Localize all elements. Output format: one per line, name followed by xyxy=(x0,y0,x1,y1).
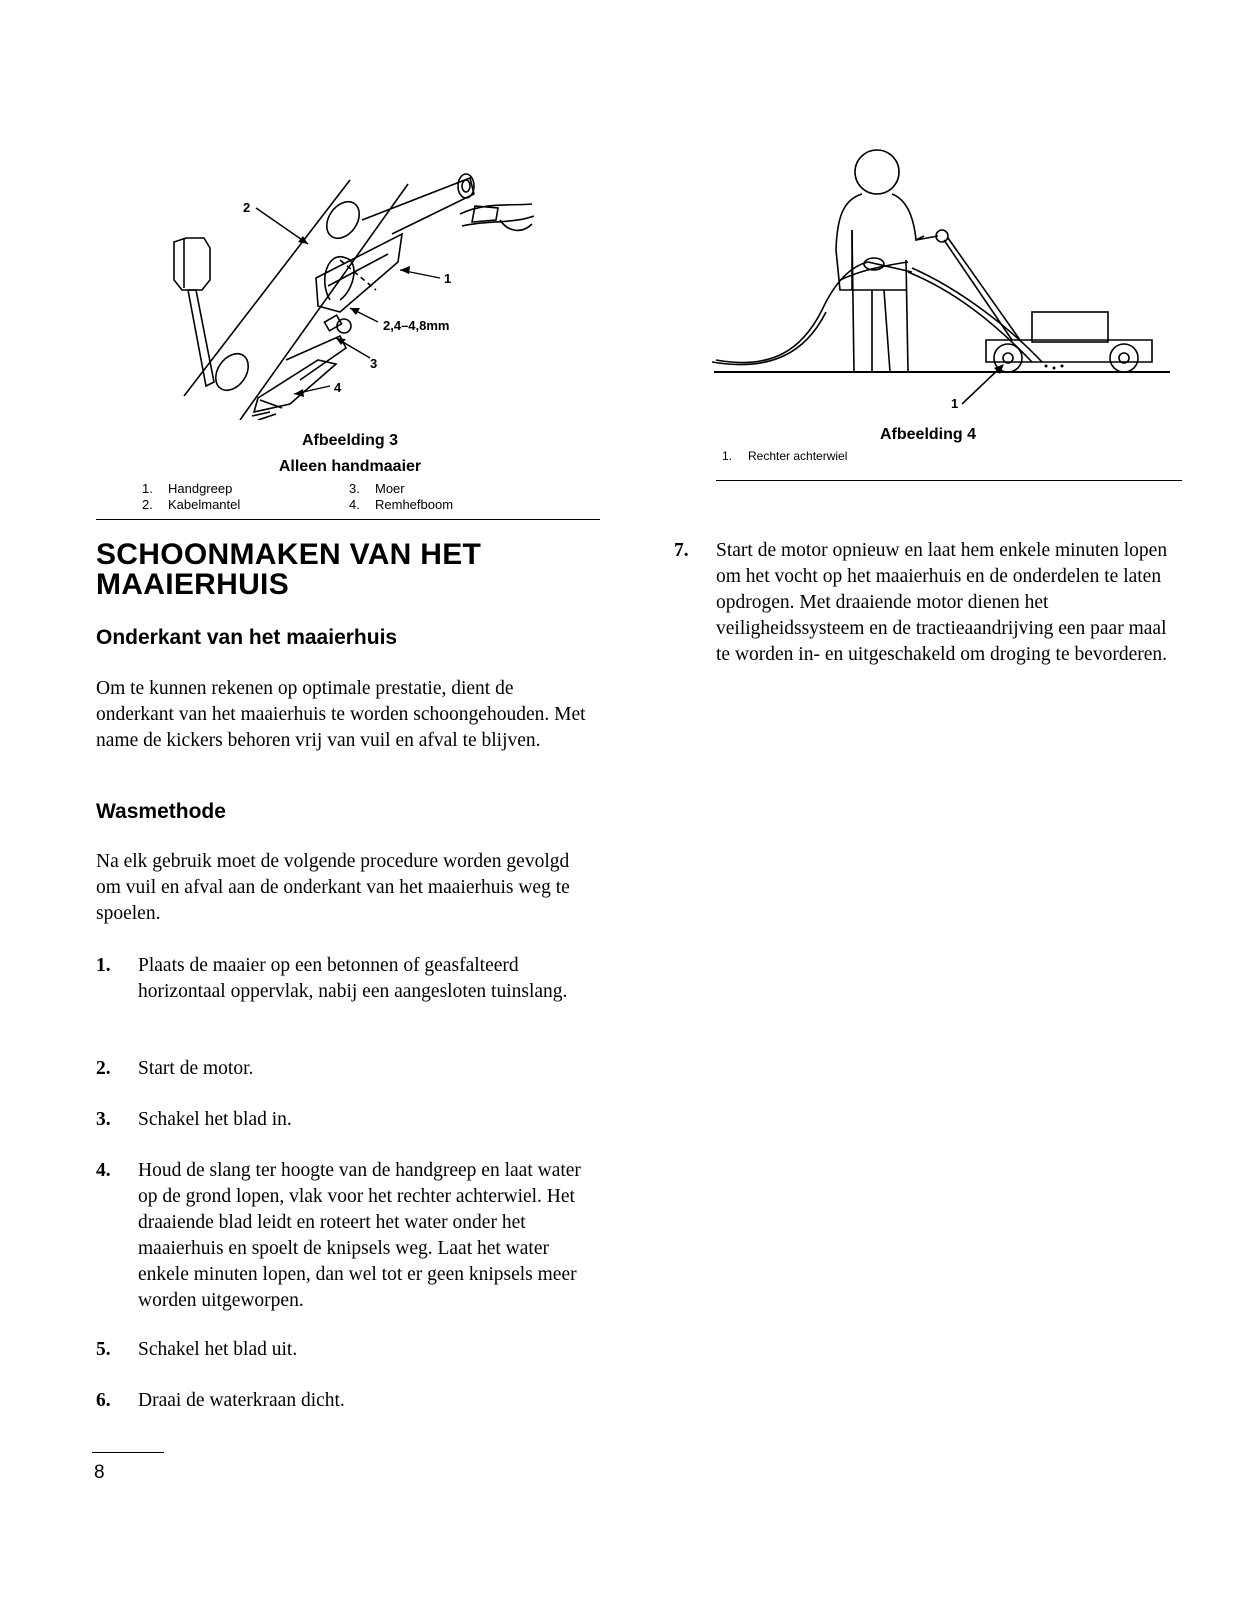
legend-number: 3. xyxy=(349,481,360,496)
list-item xyxy=(674,538,1184,694)
list-item xyxy=(96,1337,594,1363)
list-item xyxy=(96,1158,594,1314)
figure-3-legend-item xyxy=(142,481,232,497)
list-item xyxy=(96,953,594,1031)
figure-4-title: Afbeelding 4 xyxy=(879,426,976,443)
legend-number: 2. xyxy=(142,497,153,512)
section-heading: SCHOONMAKEN VAN HET MAAIERHUIS xyxy=(96,538,482,601)
step-number: 4. xyxy=(96,1160,111,1181)
step-number: 1. xyxy=(96,955,111,976)
figure-3-divider xyxy=(96,519,600,520)
subheading-wash-method: Wasmethode xyxy=(96,800,226,823)
figure-3-callout-4: 4 xyxy=(334,380,342,395)
step-number: 3. xyxy=(96,1109,111,1130)
step-number: 2. xyxy=(96,1058,111,1079)
legend-label: Handgreep xyxy=(168,481,233,496)
figure-4-legend-item xyxy=(722,448,847,464)
figure-3-callout-1: 1 xyxy=(444,271,452,286)
figure-4-illustration xyxy=(712,140,1182,420)
paragraph-underside: Om te kunnen rekenen op optimale prestatie, dient de onderkant van het maaierhuis te worden schoongehouden. Met name de kickers behoren vrij van vuil en afval te blijven. xyxy=(96,678,586,751)
figure-3-callout-2: 2 xyxy=(243,200,251,215)
figure-3-legend-item xyxy=(142,497,240,513)
legend-number: 1. xyxy=(722,449,733,463)
step-number: 5. xyxy=(96,1339,111,1360)
step-text: Start de motor. xyxy=(138,1058,254,1079)
legend-label: Kabelmantel xyxy=(168,497,241,512)
step-text: Start de motor opnieuw en laat hem enkele minuten lopen om het vocht op het maaierhuis en de onderdelen te laten opdrogen. Met draaiende motor dienen het veiligheidssysteem en de tractieaandrijving een paar maal te worden in- en uitgeschakeld om droging te bevorderen. xyxy=(716,540,1168,665)
figure-3-callout-dimension: 2,4–4,8mm xyxy=(383,318,450,333)
figure-3-subtitle: Alleen handmaaier xyxy=(278,458,422,475)
step-number: 6. xyxy=(96,1390,111,1411)
paragraph-wash-method: Na elk gebruik moet de volgende procedure worden gevolgd om vuil en afval aan de onderkant van het maaierhuis weg te spoelen. xyxy=(96,851,570,924)
step-text: Houd de slang ter hoogte van de handgreep en laat water op de grond lopen, vlak voor het rechter achterwiel. Het draaiende blad leidt en roteert het water onder het maaierhuis en spoelt de knipsels weg. Laat het water enkele minuten lopen, dan wel tot er geen knipsels meer worden uitgeworpen. xyxy=(138,1160,581,1311)
page-number: 8 xyxy=(94,1462,105,1483)
list-item xyxy=(96,1107,594,1133)
figure-3-legend-item xyxy=(349,497,453,513)
step-number: 7. xyxy=(674,540,689,561)
step-text: Schakel het blad in. xyxy=(138,1109,292,1130)
legend-label: Moer xyxy=(375,481,405,496)
figure-3-legend-item xyxy=(349,481,405,497)
subheading-underside: Onderkant van het maaierhuis xyxy=(96,626,398,649)
list-item xyxy=(96,1388,594,1414)
step-text: Schakel het blad uit. xyxy=(138,1339,298,1360)
figure-4-divider xyxy=(716,480,1182,481)
figure-3-title: Afbeelding 3 xyxy=(301,432,398,449)
legend-number: 4. xyxy=(349,497,360,512)
figure-3-callout-3: 3 xyxy=(370,356,378,371)
legend-label: Remhefboom xyxy=(375,497,454,512)
legend-label: Rechter achterwiel xyxy=(748,449,848,463)
step-text: Plaats de maaier op een betonnen of geasfalteerd horizontaal oppervlak, nabij een aangesloten tuinslang. xyxy=(138,955,568,1002)
list-item xyxy=(96,1056,594,1082)
figure-4-callout-1: 1 xyxy=(951,396,959,411)
legend-number: 1. xyxy=(142,481,153,496)
footer-rule xyxy=(92,1452,164,1453)
step-text: Draai de waterkraan dicht. xyxy=(138,1390,345,1411)
